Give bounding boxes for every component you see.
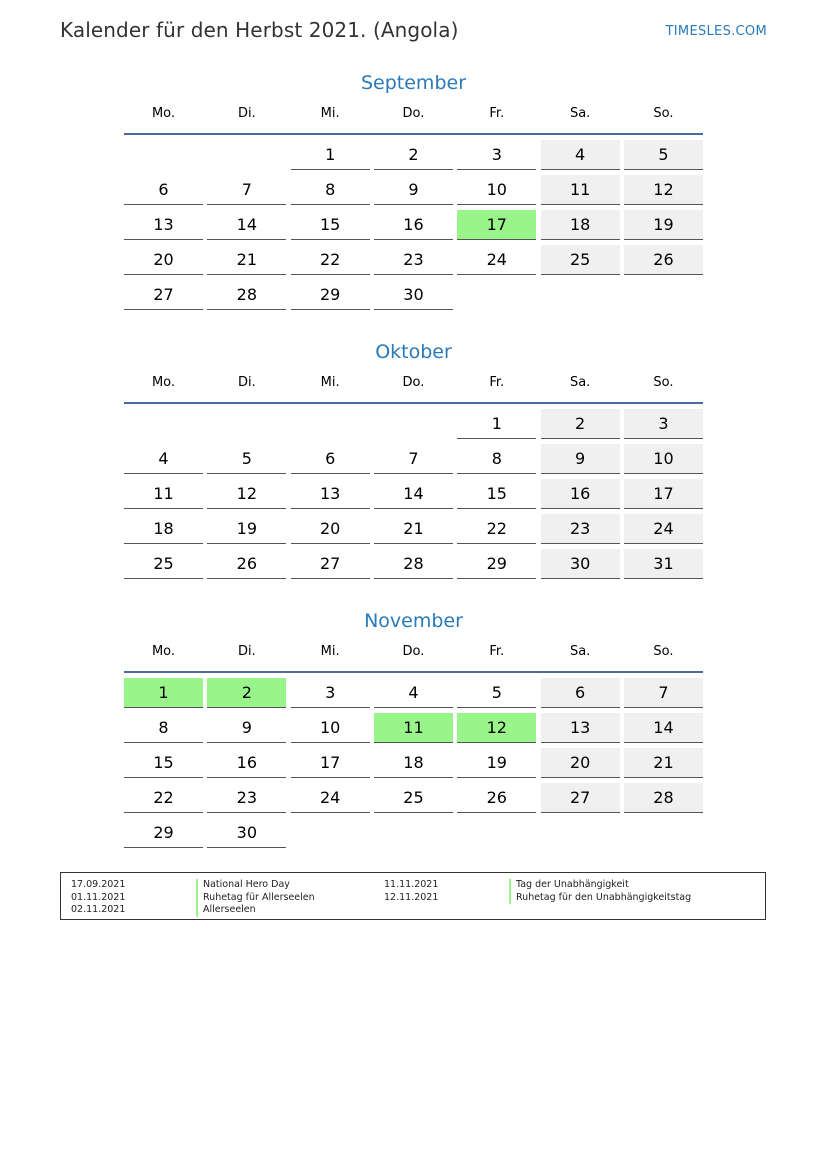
day-cell-holiday: 2 bbox=[207, 678, 286, 708]
day-cell: 2 bbox=[541, 409, 620, 439]
weekday-label: Di. bbox=[237, 375, 256, 390]
weekday-label: Sa. bbox=[569, 106, 591, 121]
day-cell-empty bbox=[541, 818, 620, 847]
day-cell-empty bbox=[457, 280, 536, 309]
weekday-label: Mi. bbox=[320, 106, 340, 121]
day-cell: 30 bbox=[541, 549, 620, 579]
day-grid bbox=[124, 140, 703, 310]
day-cell: 24 bbox=[291, 783, 370, 813]
day-cell: 20 bbox=[291, 514, 370, 544]
day-cell: 1 bbox=[291, 140, 370, 170]
day-cell-empty bbox=[124, 409, 203, 438]
day-cell-empty bbox=[124, 140, 203, 169]
day-cell-empty bbox=[541, 280, 620, 309]
day-cell: 28 bbox=[374, 549, 453, 579]
day-cell: 20 bbox=[124, 245, 203, 275]
day-cell: 15 bbox=[124, 748, 203, 778]
day-cell: 29 bbox=[124, 818, 203, 848]
page-title: Kalender für den Herbst 2021. (Angola) bbox=[60, 18, 459, 42]
day-cell: 11 bbox=[541, 175, 620, 205]
day-cell: 28 bbox=[207, 280, 286, 310]
legend-color-marker bbox=[509, 879, 511, 892]
day-cell: 26 bbox=[207, 549, 286, 579]
day-cell: 14 bbox=[624, 713, 703, 743]
day-cell: 18 bbox=[374, 748, 453, 778]
day-cell: 16 bbox=[374, 210, 453, 240]
day-cell: 25 bbox=[541, 245, 620, 275]
day-cell-empty bbox=[374, 409, 453, 438]
day-cell: 19 bbox=[624, 210, 703, 240]
weekday-label: Mo. bbox=[151, 644, 176, 659]
day-cell: 23 bbox=[207, 783, 286, 813]
day-cell: 8 bbox=[124, 713, 203, 743]
day-cell: 23 bbox=[374, 245, 453, 275]
legend-item bbox=[71, 892, 371, 905]
day-cell: 7 bbox=[624, 678, 703, 708]
legend-item bbox=[71, 904, 371, 917]
day-cell-empty bbox=[457, 818, 536, 847]
day-cell-empty bbox=[624, 818, 703, 847]
legend-color-marker bbox=[196, 904, 198, 917]
weekday-label: Mo. bbox=[151, 375, 176, 390]
day-cell: 13 bbox=[541, 713, 620, 743]
day-cell: 14 bbox=[207, 210, 286, 240]
legend-color-marker bbox=[196, 892, 198, 905]
legend-color-marker bbox=[509, 892, 511, 905]
day-cell: 8 bbox=[457, 444, 536, 474]
legend-name: Ruhetag für Allerseelen bbox=[203, 891, 315, 903]
legend-date: 11.11.2021 bbox=[384, 879, 439, 890]
day-cell: 25 bbox=[374, 783, 453, 813]
weekday-label: Sa. bbox=[569, 644, 591, 659]
day-cell: 9 bbox=[541, 444, 620, 474]
day-cell: 6 bbox=[541, 678, 620, 708]
day-cell-empty bbox=[374, 818, 453, 847]
day-cell: 31 bbox=[624, 549, 703, 579]
day-cell: 9 bbox=[374, 175, 453, 205]
day-cell: 22 bbox=[457, 514, 536, 544]
day-cell: 12 bbox=[624, 175, 703, 205]
day-cell: 22 bbox=[124, 783, 203, 813]
day-cell: 10 bbox=[291, 713, 370, 743]
day-cell: 21 bbox=[207, 245, 286, 275]
day-grid bbox=[124, 678, 703, 848]
month-title: Oktober bbox=[375, 341, 452, 363]
weekday-label: Di. bbox=[237, 106, 256, 121]
day-cell: 24 bbox=[624, 514, 703, 544]
day-cell: 6 bbox=[291, 444, 370, 474]
day-cell: 15 bbox=[291, 210, 370, 240]
day-cell: 8 bbox=[291, 175, 370, 205]
weekday-header-row bbox=[124, 104, 703, 135]
weekday-label: Fr. bbox=[489, 106, 505, 121]
holiday-legend bbox=[60, 872, 766, 920]
weekday-label: Mi. bbox=[320, 375, 340, 390]
day-cell-empty bbox=[207, 409, 286, 438]
day-cell: 6 bbox=[124, 175, 203, 205]
day-grid bbox=[124, 409, 703, 579]
day-cell-holiday: 12 bbox=[457, 713, 536, 743]
day-cell-holiday: 11 bbox=[374, 713, 453, 743]
month-title: November bbox=[364, 610, 463, 632]
weekday-label: So. bbox=[653, 375, 674, 390]
day-cell: 15 bbox=[457, 479, 536, 509]
day-cell: 5 bbox=[624, 140, 703, 170]
day-cell: 5 bbox=[457, 678, 536, 708]
weekday-label: Mo. bbox=[151, 106, 176, 121]
weekday-label: Di. bbox=[237, 644, 256, 659]
day-cell: 25 bbox=[124, 549, 203, 579]
weekday-label: So. bbox=[653, 644, 674, 659]
month-title: September bbox=[360, 72, 467, 94]
day-cell: 11 bbox=[124, 479, 203, 509]
legend-name: Ruhetag für den Unabhängigkeitstag bbox=[516, 891, 692, 903]
day-cell-empty bbox=[207, 140, 286, 169]
day-cell: 18 bbox=[541, 210, 620, 240]
day-cell: 29 bbox=[457, 549, 536, 579]
day-cell: 30 bbox=[374, 280, 453, 310]
weekday-label: Sa. bbox=[569, 375, 591, 390]
day-cell: 27 bbox=[541, 783, 620, 813]
day-cell: 5 bbox=[207, 444, 286, 474]
weekday-header-row bbox=[124, 373, 703, 404]
weekday-label: Do. bbox=[402, 375, 425, 390]
legend-color-marker bbox=[196, 879, 198, 892]
weekday-header-row bbox=[124, 642, 703, 673]
day-cell: 3 bbox=[291, 678, 370, 708]
day-cell-holiday: 1 bbox=[124, 678, 203, 708]
day-cell: 21 bbox=[624, 748, 703, 778]
day-cell: 2 bbox=[374, 140, 453, 170]
day-cell: 13 bbox=[291, 479, 370, 509]
weekday-label: Fr. bbox=[489, 375, 505, 390]
day-cell: 27 bbox=[124, 280, 203, 310]
day-cell: 7 bbox=[207, 175, 286, 205]
day-cell: 20 bbox=[541, 748, 620, 778]
day-cell: 3 bbox=[624, 409, 703, 439]
day-cell: 18 bbox=[124, 514, 203, 544]
day-cell: 29 bbox=[291, 280, 370, 310]
legend-date: 02.11.2021 bbox=[71, 904, 126, 915]
weekday-label: So. bbox=[653, 106, 674, 121]
day-cell: 21 bbox=[374, 514, 453, 544]
day-cell: 24 bbox=[457, 245, 536, 275]
day-cell: 3 bbox=[457, 140, 536, 170]
legend-date: 17.09.2021 bbox=[71, 879, 126, 890]
day-cell-empty bbox=[291, 409, 370, 438]
day-cell: 10 bbox=[457, 175, 536, 205]
day-cell: 9 bbox=[207, 713, 286, 743]
day-cell: 14 bbox=[374, 479, 453, 509]
legend-date: 12.11.2021 bbox=[384, 891, 439, 903]
day-cell-holiday: 17 bbox=[457, 210, 536, 240]
weekday-label: Fr. bbox=[489, 644, 505, 659]
day-cell: 17 bbox=[624, 479, 703, 509]
day-cell: 10 bbox=[624, 444, 703, 474]
day-cell: 26 bbox=[624, 245, 703, 275]
day-cell: 4 bbox=[124, 444, 203, 474]
day-cell: 7 bbox=[374, 444, 453, 474]
day-cell: 4 bbox=[541, 140, 620, 170]
day-cell: 30 bbox=[207, 818, 286, 848]
day-cell-empty bbox=[624, 280, 703, 309]
day-cell: 17 bbox=[291, 748, 370, 778]
day-cell: 16 bbox=[541, 479, 620, 509]
day-cell: 4 bbox=[374, 678, 453, 708]
weekday-label: Do. bbox=[402, 644, 425, 659]
month-september bbox=[124, 70, 703, 310]
day-cell: 28 bbox=[624, 783, 703, 813]
day-cell: 12 bbox=[207, 479, 286, 509]
day-cell: 22 bbox=[291, 245, 370, 275]
day-cell: 13 bbox=[124, 210, 203, 240]
day-cell: 19 bbox=[457, 748, 536, 778]
day-cell: 19 bbox=[207, 514, 286, 544]
legend-column-left bbox=[71, 879, 371, 917]
day-cell: 1 bbox=[457, 409, 536, 439]
legend-column-right bbox=[384, 879, 764, 904]
month-oktober bbox=[124, 339, 703, 579]
brand-link[interactable]: TIMESLES.COM bbox=[665, 24, 767, 39]
legend-name: Allerseelen bbox=[203, 904, 256, 915]
day-cell: 26 bbox=[457, 783, 536, 813]
legend-item bbox=[384, 879, 764, 892]
weekday-label: Mi. bbox=[320, 644, 340, 659]
day-cell: 23 bbox=[541, 514, 620, 544]
legend-item bbox=[384, 892, 764, 905]
weekday-label: Do. bbox=[402, 106, 425, 121]
day-cell: 16 bbox=[207, 748, 286, 778]
legend-name: Tag der Unabhängigkeit bbox=[516, 879, 629, 890]
day-cell: 27 bbox=[291, 549, 370, 579]
month-november bbox=[124, 608, 703, 848]
legend-date: 01.11.2021 bbox=[71, 891, 126, 903]
legend-item bbox=[71, 879, 371, 892]
day-cell-empty bbox=[291, 818, 370, 847]
legend-name: National Hero Day bbox=[203, 879, 290, 890]
